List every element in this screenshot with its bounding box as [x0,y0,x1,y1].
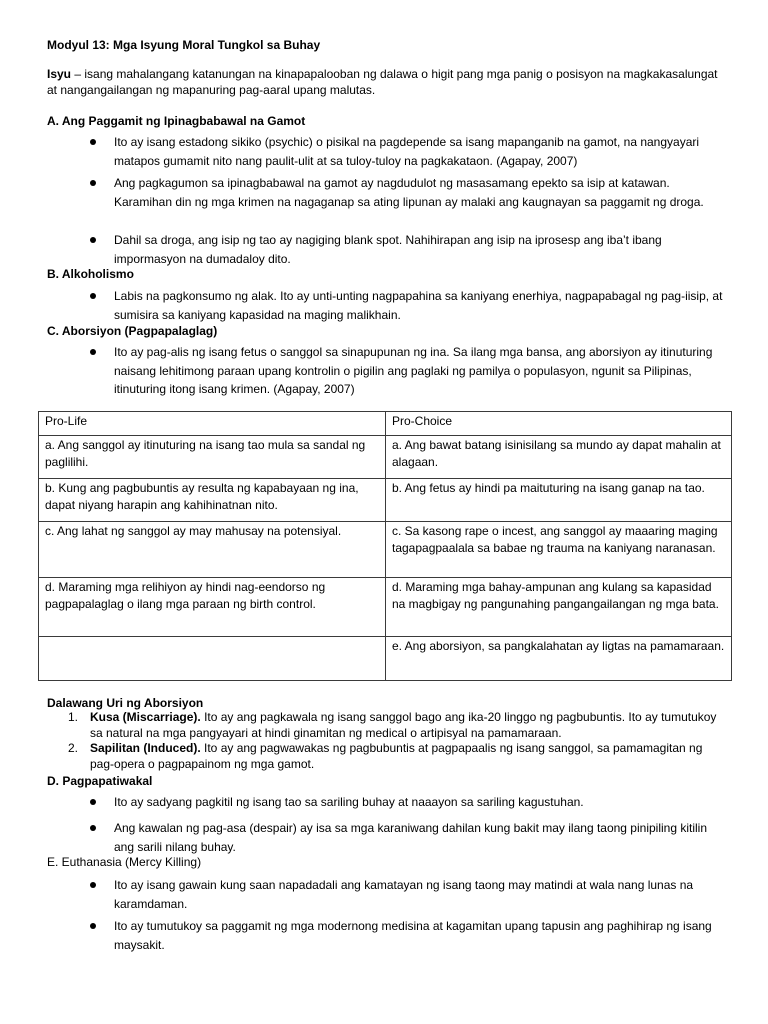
numbered-item [68,741,723,772]
table-cell-pro-life: a. Ang sanggol ay itinuturing na isang tao mula sa sandal ng paglilihi. [39,436,386,479]
table-row [39,522,732,578]
item-number: 1. [68,710,79,724]
table-cell-pro-life [39,637,386,681]
bullet-text: Ito ay isang gawain kung saan napadadali ang kamatayan ng isang taong may matindi at wala nang lunas na karamdaman. [114,878,694,911]
bullet-text: Ang kawalan ng pag-asa (despair) ay isa sa mga karaniwang dahilan kung bakit may ilang taong pinipiling kitilin ang sarili nilang buhay. [114,821,708,854]
bullet-item [90,917,723,954]
bullet-icon [90,293,96,299]
table-row [39,637,732,681]
intro-definition: – isang mahalangang katanungan na kinapapalooban ng dalawa o higit pang mga panig o posisyon na magkakasalungat at nangangailangan ng mapanuring pag-aaral upang malutas. [47,67,718,97]
page-title: Modyul 13: Mga Isyung Moral Tungkol sa Buhay [47,38,321,52]
table-cell-pro-choice: e. Ang aborsiyon, sa pangkalahatan ay ligtas na pamamaraan. [386,637,732,681]
bullet-item [90,174,723,211]
table-cell-pro-choice: c. Sa kasong rape o incest, ang sanggol ay maaaring maging tagapagpaalala sa babae ng trauma na kaniyang naranasan. [386,522,732,578]
table-cell-pro-choice: a. Ang bawat batang isinisilang sa mundo ay dapat mahalin at alagaan. [386,436,732,479]
abortion-types-heading: Dalawang Uri ng Aborsiyon [47,696,204,710]
table-body [39,412,732,681]
bullet-text: Labis na pagkonsumo ng alak. Ito ay unti-unting nagpapahina sa kaniyang enerhiya, nagpapabagal ng pag-iisip, at sumisira sa kaniyang kapasidad na maging malikhain. [114,289,723,322]
table-cell-pro-life: c. Ang lahat ng sanggol ay may mahusay na potensiyal. [39,522,386,578]
item-text [90,710,723,741]
bullet-item [90,133,723,170]
bullet-item [90,819,723,856]
item-term: Kusa (Miscarriage). [90,710,201,724]
section-heading-b: B. Alkoholismo [47,267,134,281]
bullet-icon [90,237,96,243]
table-cell-pro-choice: d. Maraming mga bahay-ampunan ang kulang sa kapasidad na magbigay ng pangunahing pangangailangan ng mga bata. [386,578,732,637]
table-row [39,479,732,522]
section-heading-e: E. Euthanasia (Mercy Killing) [47,855,202,869]
numbered-item [68,710,723,741]
item-term: Sapilitan (Induced). [90,741,201,755]
table-cell-pro-choice: b. Ang fetus ay hindi pa maituturing na isang ganap na tao. [386,479,732,522]
section-heading-d: D. Pagpapatiwakal [47,774,153,788]
bullet-icon [90,923,96,929]
bullet-icon [90,825,96,831]
bullet-icon [90,349,96,355]
bullet-icon [90,139,96,145]
pro-life-pro-choice-table [38,411,732,681]
item-text [90,741,723,772]
table-cell-pro-life: b. Kung ang pagbubuntis ay resulta ng kapabayaan ng ina, dapat niyang harapin ang kahihinatnan nito. [39,479,386,522]
bullet-text: Ito ay tumutukoy sa paggamit ng mga modernong medisina at kagamitan upang tapusin ang paghihirap ng isang maysakit. [114,919,712,952]
bullet-item [90,231,723,268]
table-cell-pro-life: d. Maraming mga relihiyon ay hindi nag-eendorso ng pagpapalaglag o ilang mga paraan ng birth control. [39,578,386,637]
bullet-item [90,876,723,913]
section-heading-c: C. Aborsiyon (Pagpapalaglag) [47,324,218,338]
bullet-text: Ito ay isang estadong sikiko (psychic) o pisikal na pagdepende sa isang mapanganib na gamot, na nangyayari matapos gumamit nito nang paulit-ulit at sa tuloy-tuloy na pagkakataon. (Agapay, 2007) [114,135,700,168]
intro-term: Isyu [47,67,72,81]
bullet-item [90,793,723,812]
column-header-pro-life: Pro-Life [39,412,386,436]
table-row [39,436,732,479]
intro-paragraph [47,66,723,98]
bullet-item [90,287,723,324]
bullet-text: Ang pagkagumon sa ipinagbabawal na gamot ay nagdudulot ng masasamang epekto sa isip at katawan. Karamihan din ng mga krimen na nagaganap sa ating lipunan ay malaki ang kaugnayan sa paggamit ng droga. [114,176,704,209]
column-header-pro-choice: Pro-Choice [386,412,732,436]
bullet-text: Ito ay sadyang pagkitil ng isang tao sa sariling buhay at naaayon sa sariling kagustuhan. [114,795,584,809]
bullet-icon [90,799,96,805]
bullet-text: Dahil sa droga, ang isip ng tao ay nagiging blank spot. Nahihirapan ang isip na iprosesp ang iba’t ibang impormasyon na dumadaloy dito. [114,233,662,266]
item-description: Ito ay ang pagkawala ng isang sanggol bago ang ika-20 linggo ng pagbubuntis. Ito ay tumutukoy sa natural na mga pangyayari at hindi ginamitan ng medical o artipisyal na pamamaraan. [90,710,717,740]
table-header-row [39,412,732,436]
bullet-icon [90,180,96,186]
item-description: Ito ay ang pagwawakas ng pagbubuntis at pagpapaalis ng isang sanggol, sa pamamagitan ng pag-opera o pagpapainom ng mga gamot. [90,741,703,771]
item-number: 2. [68,741,79,755]
bullet-text: Ito ay pag-alis ng isang fetus o sanggol sa sinapupunan ng ina. Sa ilang mga bansa, ang aborsiyon ay itinuturing naisang lehitimong paraan upang kontrolin o pigilin ang paglaki ng pamilya o populasyon, ngunit sa Pilipinas, itinuturing itong isang krimen. (Agapay, 2007) [114,345,713,396]
bullet-icon [90,882,96,888]
bullet-item [90,343,723,399]
section-heading-a: A. Ang Paggamit ng Ipinagbabawal na Gamot [47,114,306,128]
table-row [39,578,732,637]
